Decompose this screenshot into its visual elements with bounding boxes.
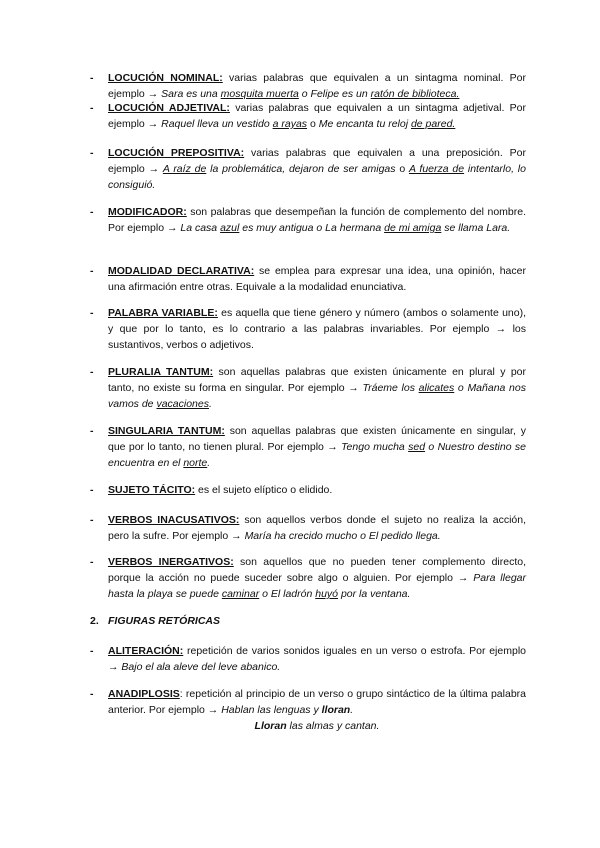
- example-text: Hablan las lenguas y: [221, 704, 322, 716]
- entry-text: [108, 482, 526, 498]
- example-text: intentarlo, lo consiguió.: [108, 163, 526, 191]
- bullet-dash: -: [90, 72, 94, 84]
- entry-definition: es aquella que tiene género y número (ambos o solamente uno), y que por lo tanto, es lo contrario a las palabras invariables. Por ejemplo → los sustantivos, verbos o adjetivos.: [108, 307, 527, 351]
- example-underlined: a rayas: [272, 118, 308, 130]
- entry-definition: varias palabras que equivalen a una preposición. Por ejemplo →: [108, 147, 526, 175]
- entry-text: [108, 512, 526, 544]
- entry-term: PALABRA VARIABLE:: [108, 307, 218, 319]
- entry-text: [108, 204, 526, 236]
- example-text: Para llegar hasta la playa se puede: [108, 572, 526, 600]
- example-bold: Lloran: [254, 720, 287, 732]
- connector-text: o: [395, 163, 409, 175]
- example-text: es muy antigua o La hermana: [239, 222, 385, 234]
- bullet-dash: -: [90, 425, 94, 437]
- bullet-dash: -: [90, 514, 94, 526]
- entry-definition: : repetición al principio de un verso o grupo sintáctico de la última palabra anterior. Por ejemplo →: [108, 688, 526, 716]
- example-underlined: A fuerza de: [408, 163, 465, 175]
- bullet-dash: -: [90, 102, 94, 114]
- entry-definition: son aquellos que no pueden tener complemento directo, porque la acción no puede suceder sobre algo o alguien. Por ejemplo →: [108, 556, 526, 584]
- example-underlined: de pared.: [410, 118, 456, 130]
- example-underlined: vacaciones: [156, 398, 209, 410]
- example-underlined: azul: [220, 222, 240, 234]
- entry-term: LOCUCIÓN NOMINAL:: [108, 72, 223, 84]
- entry-term: PLURALIA TANTUM:: [108, 366, 214, 378]
- example-text: se llama Lara.: [441, 222, 511, 234]
- bullet-dash: -: [90, 147, 94, 159]
- bullet-dash: -: [90, 645, 94, 657]
- example-underlined: A raíz de: [162, 163, 207, 175]
- entry-definition: varias palabras que equivalen a un sintagma adjetival. Por ejemplo →: [108, 102, 526, 130]
- example-text: las almas y cantan.: [286, 720, 380, 732]
- example-text: Tengo mucha: [341, 441, 409, 453]
- entry-term: LOCUCIÓN ADJETIVAL:: [108, 102, 230, 114]
- bullet-dash: -: [90, 307, 94, 319]
- entry-term: MODALIDAD DECLARATIVA:: [108, 265, 255, 277]
- example-text: la problemática, dejaron de ser amigas: [206, 163, 396, 175]
- example-underlined: de mi amiga: [384, 222, 442, 234]
- example-verse-line: [108, 718, 526, 734]
- entry-text: [108, 643, 526, 675]
- example-bold: lloran: [321, 704, 351, 716]
- example-text: o Felipe es un: [298, 88, 371, 100]
- example-text: María ha crecido mucho o El pedido llega.: [244, 530, 441, 542]
- entry-text: [108, 423, 526, 471]
- entry-text: [108, 686, 526, 734]
- example-underlined: mosquita muerta: [220, 88, 299, 100]
- entry-text: [108, 70, 526, 102]
- entry-text: [108, 145, 526, 193]
- bullet-dash: -: [90, 556, 94, 568]
- entry-definition: son aquellos verbos donde el sujeto no realiza la acción, pero la sufre. Por ejemplo →: [108, 514, 527, 542]
- example-underlined: ratón de biblioteca.: [370, 88, 460, 100]
- bullet-dash: -: [90, 484, 94, 496]
- example-text: La casa: [180, 222, 221, 234]
- bullet-dash: -: [90, 265, 94, 277]
- section-number: 2.: [90, 615, 99, 627]
- entry-term: VERBOS INERGATIVOS:: [108, 556, 234, 568]
- example-text: Me encanta tu reloj: [318, 118, 411, 130]
- example-underlined: alicates: [418, 382, 455, 394]
- example-text: Sara es una: [161, 88, 221, 100]
- entry-definition: se emplea para expresar una idea, una opinión, hacer una afirmación entre otras. Equivale a la modalidad enunciativa.: [108, 265, 526, 293]
- entry-term: ALITERACIÓN:: [108, 645, 184, 657]
- example-text: Raquel lleva un vestido: [161, 118, 273, 130]
- example-text: .: [208, 398, 212, 410]
- entry-term: ANADIPLOSIS: [108, 688, 180, 700]
- entry-text: [108, 100, 526, 132]
- entry-text: [108, 305, 526, 353]
- entry-definition: varias palabras que equivalen a un sintagma nominal. Por ejemplo →: [108, 72, 526, 100]
- example-text: Bajo el ala aleve del leve abanico.: [121, 661, 281, 673]
- entry-text: [108, 364, 526, 412]
- example-underlined: caminar: [221, 588, 260, 600]
- entry-text: [108, 263, 526, 295]
- example-underlined: norte: [183, 457, 208, 469]
- section-title: FIGURAS RETÓRICAS: [108, 615, 221, 627]
- bullet-dash: -: [90, 688, 94, 700]
- entry-text: [108, 554, 526, 602]
- example-underlined: sed: [408, 441, 426, 453]
- example-text: o Nuestro destino se encuentra en el: [108, 441, 526, 469]
- entry-definition: repetición de varios sonidos iguales en un verso o estrofa. Por ejemplo →: [108, 645, 526, 673]
- entry-definition: son aquellas palabras que existen únicamente en plural y por tanto, no existe su forma en singular. Por ejemplo →: [108, 366, 526, 394]
- example-text: o Mañana nos vamos de: [108, 382, 526, 410]
- entry-term: SUJETO TÁCITO:: [108, 484, 196, 496]
- entry-term: LOCUCIÓN PREPOSITIVA:: [108, 147, 245, 159]
- bullet-dash: -: [90, 366, 94, 378]
- entry-term: VERBOS INACUSATIVOS:: [108, 514, 240, 526]
- entry-term: MODIFICADOR:: [108, 206, 187, 218]
- example-text: o El ladrón: [259, 588, 316, 600]
- example-text: por la ventana.: [338, 588, 411, 600]
- connector-text: o: [307, 118, 319, 130]
- entry-definition: es el sujeto elíptico o elidido.: [195, 484, 333, 496]
- example-text: .: [350, 704, 354, 716]
- entry-definition: son aquellas palabras que existen únicamente en singular, y que por lo tanto, no tienen plural. Por ejemplo →: [108, 425, 526, 453]
- example-text: Tráeme los: [362, 382, 419, 394]
- entry-term: SINGULARIA TANTUM:: [108, 425, 225, 437]
- bullet-dash: -: [90, 206, 94, 218]
- example-underlined: huyó: [315, 588, 339, 600]
- example-text: .: [207, 457, 211, 469]
- entry-definition: son palabras que desempeñan la función de complemento del nombre. Por ejemplo →: [108, 206, 526, 234]
